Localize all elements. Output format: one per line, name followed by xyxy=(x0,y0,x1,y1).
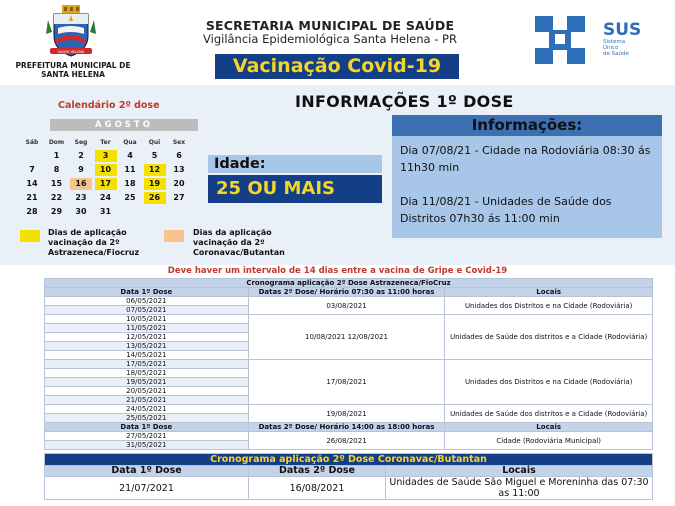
first-dose-date: 10/05/2021 xyxy=(45,315,249,324)
table-row xyxy=(45,405,653,414)
calendar-day: 9 xyxy=(78,165,84,174)
first-dose-date: 21/07/2021 xyxy=(45,477,249,500)
calendar-day: 17 xyxy=(95,178,117,190)
first-dose-date: 31/05/2021 xyxy=(45,441,249,450)
calendar-day: 12 xyxy=(144,164,166,176)
first-dose-date: 13/05/2021 xyxy=(45,342,249,351)
first-dose-date: 21/05/2021 xyxy=(45,396,249,405)
column-header: Datas 2º Dose/ Horário 14:00 as 18:00 horas xyxy=(248,423,445,432)
calendar-day: 27 xyxy=(173,193,185,202)
calendar-day: 22 xyxy=(50,193,63,202)
legend-swatch-astrazeneca xyxy=(20,230,40,242)
sus-logo-icon xyxy=(533,14,599,66)
interval-note: Deve haver um intervalo de 14 dias entre a vacina de Gripe e Covid-19 xyxy=(167,266,508,276)
first-dose-date: 19/05/2021 xyxy=(45,378,249,387)
legend-swatch-coronavac xyxy=(164,230,184,242)
calendar-day: 25 xyxy=(124,193,136,202)
calendar-day: 14 xyxy=(26,179,38,188)
calendar-month: AGOSTO xyxy=(50,119,198,131)
sus-logo-subtitle: Sistema Único de Saúde xyxy=(603,39,629,57)
location: Unidades de Saúde São Miguel e Moreninha das 07:30 as 11:00 xyxy=(386,477,653,500)
calendar-day: 26 xyxy=(144,192,166,204)
table-row xyxy=(45,297,653,306)
calendar-day: 3 xyxy=(95,150,117,162)
location: Unidades dos Distritos e na Cidade (Rodoviária) xyxy=(445,297,653,315)
calendar-day: 1 xyxy=(53,151,60,160)
second-dose-date: 16/08/2021 xyxy=(249,477,386,500)
first-dose-date: 14/05/2021 xyxy=(45,351,249,360)
municipal-crest-icon xyxy=(42,4,100,60)
calendar-title: Calendário 2º dose xyxy=(58,100,160,111)
secretaria-title: SECRETARIA MUNICIPAL DE SAÚDE xyxy=(205,18,455,33)
first-dose-date: 24/05/2021 xyxy=(45,405,249,414)
calendar-day: 21 xyxy=(26,193,38,202)
first-dose-date: 06/05/2021 xyxy=(45,297,249,306)
calendar-day: 16 xyxy=(70,178,92,190)
calendar-day: 13 xyxy=(173,165,185,174)
column-header: Locais xyxy=(445,288,653,297)
column-header: Datas 2º Dose/ Horário 07:30 as 11:00 horas xyxy=(248,288,445,297)
first-dose-date: 12/05/2021 xyxy=(45,333,249,342)
location: Unidades de Saúde dos distritos e a Cidade (Rodoviária) xyxy=(445,315,653,360)
calendar-day: 10 xyxy=(95,164,117,176)
second-dose-date: 26/08/2021 xyxy=(248,432,445,450)
svg-text:SANTA HELENA: SANTA HELENA xyxy=(57,50,85,54)
column-header: Locais xyxy=(386,466,653,477)
calendar-day: 2 xyxy=(78,151,84,160)
column-header: Data 1º Dose xyxy=(45,423,249,432)
column-header: Data 1º Dose xyxy=(45,288,249,297)
first-dose-date: 18/05/2021 xyxy=(45,369,249,378)
calendar-day: 19 xyxy=(144,178,166,190)
table-caption: Cronograma aplicação 2º Dose Coronavac/Butantan xyxy=(45,454,653,466)
second-dose-date: 10/08/2021 12/08/2021 xyxy=(248,315,445,360)
location: Unidades de Saúde dos distritos e a Cidade (Rodoviária) xyxy=(445,405,653,423)
first-dose-date: 27/05/2021 xyxy=(45,432,249,441)
table-caption: Cronograma aplicação 2º Dose Astrazeneca/FioCruz xyxy=(45,279,653,288)
calendar-day: 6 xyxy=(176,151,182,160)
second-dose-date: 19/08/2021 xyxy=(248,405,445,423)
legend-astrazeneca: Dias de aplicação vacinação da 2º Astrazeneca/Fiocruz xyxy=(48,228,140,257)
weekday-label: Dom xyxy=(48,139,65,146)
calendar-day: 8 xyxy=(53,165,60,174)
calendar-day: 15 xyxy=(50,179,63,188)
table-row xyxy=(45,315,653,324)
sus-logo-text: SUS xyxy=(603,20,642,40)
calendar-day: 20 xyxy=(173,179,185,188)
weekday-label: Sáb xyxy=(25,139,39,146)
first-dose-date: 17/05/2021 xyxy=(45,360,249,369)
calendar-day: 18 xyxy=(124,179,136,188)
table-row xyxy=(45,360,653,369)
calendar-day: 31 xyxy=(99,207,112,216)
first-dose-date: 25/05/2021 xyxy=(45,414,249,423)
calendar-day: 29 xyxy=(50,207,63,216)
first-dose-date: 07/05/2021 xyxy=(45,306,249,315)
page-title: INFORMAÇÕES 1º DOSE xyxy=(295,92,514,111)
weekday-label: Sex xyxy=(172,139,186,146)
prefeitura-name: PREFEITURA MUNICIPAL DE SANTA HELENA xyxy=(15,61,131,79)
weekday-label: Ter xyxy=(100,139,111,146)
calendar-day: 7 xyxy=(29,165,35,174)
weekday-label: Seg xyxy=(74,139,88,146)
column-header: Locais xyxy=(445,423,653,432)
astrazeneca-schedule-table xyxy=(44,278,653,450)
calendar-day: 5 xyxy=(151,151,158,160)
vaccination-banner: Vacinação Covid-19 xyxy=(215,54,459,79)
calendar-day: 24 xyxy=(99,193,112,202)
location: Cidade (Rodoviária Municipal) xyxy=(445,432,653,450)
info-item: Dia 07/08/21 - Cidade na Rodoviária 08:30 ás 11h30 min xyxy=(400,144,651,174)
calendar-day: 23 xyxy=(75,193,87,202)
calendar-day: 11 xyxy=(124,165,136,174)
column-header: Datas 2º Dose xyxy=(249,466,386,477)
legend-coronavac: Dias da aplicação vacinação da 2º Coronavac/Butantan xyxy=(193,228,285,257)
calendar-day: 30 xyxy=(75,207,87,216)
table-row xyxy=(45,477,653,500)
weekday-label: Qua xyxy=(123,139,137,146)
table-row xyxy=(45,432,653,441)
vigilancia-subtitle: Vigilância Epidemiológica Santa Helena - PR xyxy=(203,32,457,46)
info-header: Informações: xyxy=(392,115,662,136)
column-header: Data 1º Dose xyxy=(45,466,249,477)
info-item: Dia 11/08/21 - Unidades de Saúde dos Distritos 07h30 ás 11:00 min xyxy=(400,195,612,225)
idade-value: 25 OU MAIS xyxy=(208,175,382,203)
idade-label: Idade: xyxy=(208,155,382,173)
second-dose-date: 17/08/2021 xyxy=(248,360,445,405)
calendar-day: 28 xyxy=(26,207,38,216)
coronavac-schedule-table xyxy=(44,453,653,500)
calendar-day: 4 xyxy=(127,151,133,160)
info-body xyxy=(392,136,662,238)
second-dose-date: 03/08/2021 xyxy=(248,297,445,315)
location: Unidades dos Distritos e na Cidade (Rodoviária) xyxy=(445,360,653,405)
weekday-label: Qui xyxy=(148,139,161,146)
first-dose-date: 20/05/2021 xyxy=(45,387,249,396)
first-dose-date: 11/05/2021 xyxy=(45,324,249,333)
